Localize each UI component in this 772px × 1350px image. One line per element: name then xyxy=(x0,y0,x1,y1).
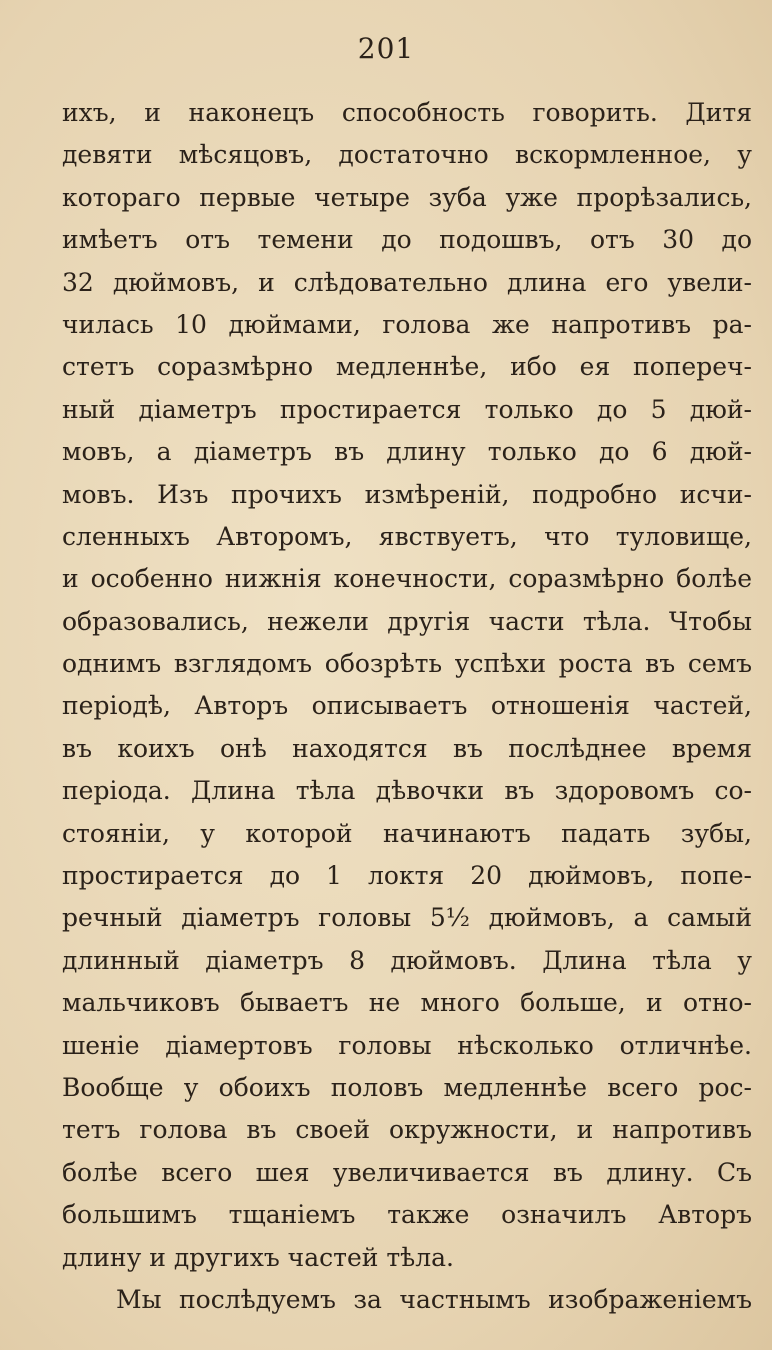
text-line-paragraph-start: Мы послѣдуемъ за частнымъ изображеніемъ xyxy=(116,1284,752,1314)
text-line: шеніе діамертовъ головы нѣсколько отличнѣе. xyxy=(62,1030,752,1060)
text-line: образовались, нежели другія части тѣла. Чтобы xyxy=(62,606,752,636)
text-line: ихъ, и наконецъ способность говорить. Дитя xyxy=(62,98,752,127)
text-line: девяти мѣсяцовъ, достаточно вскормленное, у xyxy=(62,140,752,170)
text-line: періодѣ, Авторъ описываетъ отношенія частей, xyxy=(62,691,752,721)
text-line: речный діаметръ головы 5½ дюймовъ, а самый xyxy=(62,903,752,933)
text-line: чилась 10 дюймами, голова же напротивъ ра- xyxy=(62,309,752,339)
page-number: 201 xyxy=(357,32,415,65)
text-line: простирается до 1 локтя 20 дюймовъ, попе- xyxy=(62,861,752,891)
text-line: имѣетъ отъ темени до подошвъ, отъ 30 до xyxy=(62,225,752,255)
text-line: мальчиковъ бываетъ не много больше, и отно- xyxy=(62,988,752,1018)
text-line: въ коихъ онѣ находятся въ послѣднее время xyxy=(62,733,752,763)
text-line: сленныхъ Авторомъ, явствуетъ, что туловище, xyxy=(62,521,752,551)
text-line-paragraph-end: длину и другихъ частей тѣла. xyxy=(62,1242,454,1272)
body-text xyxy=(62,92,752,1321)
text-line: ный діаметръ простирается только до 5 дюй- xyxy=(62,394,752,424)
text-line: длинный діаметръ 8 дюймовъ. Длина тѣла у xyxy=(62,945,752,975)
text-line: стетъ соразмѣрно медленнѣе, ибо ея попереч- xyxy=(62,352,752,382)
text-line: періода. Длина тѣла дѣвочки въ здоровомъ со- xyxy=(62,776,752,806)
text-line: болѣе всего шея увеличивается въ длину. Съ xyxy=(62,1157,752,1187)
text-line: мовъ. Изъ прочихъ измѣреній, подробно исчи- xyxy=(62,479,752,509)
text-line: 32 дюймовъ, и слѣдовательно длина его увели- xyxy=(62,267,752,297)
text-line: тетъ голова въ своей окружности, и напротивъ xyxy=(62,1115,752,1145)
text-line: Вообще у обоихъ половъ медленнѣе всего рос- xyxy=(62,1072,752,1102)
text-line: котораго первые четыре зуба уже прорѣзались, xyxy=(62,182,752,212)
text-line: однимъ взглядомъ обозрѣть успѣхи роста въ семъ xyxy=(62,649,752,679)
text-line: стояніи, у которой начинаютъ падать зубы, xyxy=(62,818,752,848)
text-line: мовъ, а діаметръ въ длину только до 6 дюй- xyxy=(62,437,752,467)
text-line: и особенно нижнія конечности, соразмѣрно болѣе xyxy=(62,564,752,594)
text-line: большимъ тщаніемъ также означилъ Авторъ xyxy=(62,1200,752,1230)
